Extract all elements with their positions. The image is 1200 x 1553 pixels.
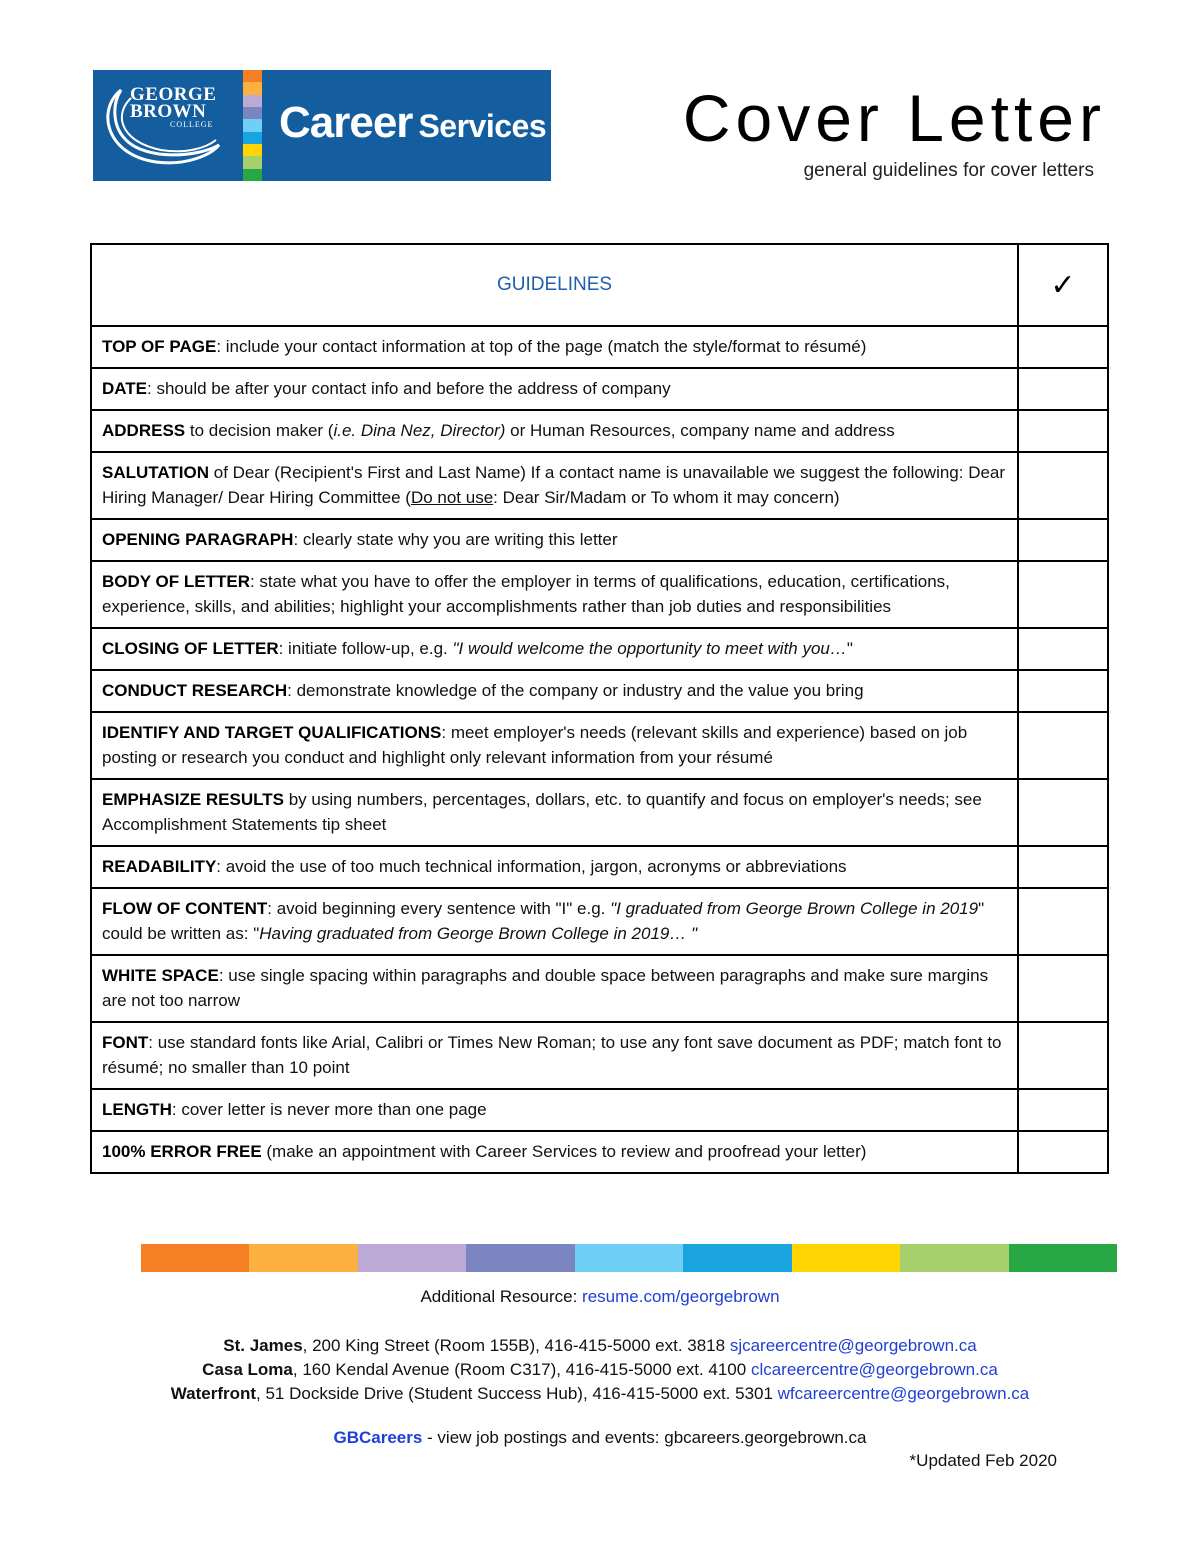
guideline-text: [91, 846, 1018, 888]
guideline-italic: "I graduated from George Brown College in 2019: [610, 899, 979, 918]
logo-color-stripe: [243, 70, 262, 181]
guideline-label: IDENTIFY AND TARGET QUALIFICATIONS: [102, 723, 442, 742]
services-word: Services: [418, 108, 547, 144]
guideline-body: by using numbers, percentages, dollars, etc. to quantify and focus on employer's needs; see Accomplishment Statements tip sheet: [102, 790, 982, 834]
college-wordmark: [130, 86, 216, 130]
guideline-text: [91, 1089, 1018, 1131]
checkbox-cell[interactable]: [1018, 1131, 1108, 1173]
checkbox-cell[interactable]: [1018, 628, 1108, 670]
wordmark-line-2: BROWN: [130, 101, 207, 122]
table-row: [91, 1089, 1108, 1131]
table-row: [91, 326, 1108, 368]
guideline-body: : use standard fonts like Arial, Calibri or Times New Roman; to use any font save document as PDF; match font to résumé; no smaller than 10 point: [102, 1033, 1002, 1077]
table-row: [91, 561, 1108, 628]
checkbox-cell[interactable]: [1018, 519, 1108, 561]
campus-email-link[interactable]: sjcareercentre@georgebrown.ca: [729, 1336, 977, 1355]
guideline-body-2: : Dear Sir/Madam or To whom it may concern): [493, 488, 840, 507]
additional-resource: [0, 1287, 1200, 1307]
guideline-label: CONDUCT RESEARCH: [102, 681, 288, 700]
table-header-row: [91, 244, 1108, 326]
guideline-body-2: or Human Resources, company name and address: [505, 421, 895, 440]
color-bar-segment: [466, 1244, 574, 1272]
logo-stripe-segment: [243, 156, 262, 168]
color-bar-segment: [141, 1244, 249, 1272]
guideline-label: WHITE SPACE: [102, 966, 219, 985]
guideline-text: [91, 670, 1018, 712]
campus-details: , 200 King Street (Room 155B), 416-415-5000 ext. 3818: [302, 1336, 730, 1355]
career-services-wordmark: [279, 98, 546, 148]
checkbox-cell[interactable]: [1018, 670, 1108, 712]
logo-stripe-segment: [243, 70, 262, 82]
guideline-body: : clearly state why you are writing this letter: [293, 530, 618, 549]
table-row: [91, 519, 1108, 561]
page-title: Cover Letter: [682, 81, 1106, 155]
guideline-label: FONT: [102, 1033, 149, 1052]
guideline-body-2: ": [846, 639, 853, 658]
campus-email-link[interactable]: clcareercentre@georgebrown.ca: [750, 1360, 998, 1379]
campus-name: Waterfront: [170, 1384, 257, 1403]
table-row: [91, 888, 1108, 955]
guideline-body: : should be after your contact info and before the address of company: [147, 379, 671, 398]
guideline-body: : state what you have to offer the employer in terms of qualifications, education, certifications, experience, skills, and abilities; highlight your accomplishments rather than job duties and responsibilities: [102, 572, 950, 616]
checkbox-cell[interactable]: [1018, 326, 1108, 368]
career-word: Career: [279, 98, 413, 147]
logo-stripe-segment: [243, 95, 262, 107]
checkbox-cell[interactable]: [1018, 1089, 1108, 1131]
guideline-body: : avoid beginning every sentence with "I" e.g.: [267, 899, 611, 918]
guideline-label: LENGTH: [102, 1100, 172, 1119]
guideline-label: READABILITY: [102, 857, 217, 876]
guideline-body: : include your contact information at top of the page (match the style/format to résumé): [216, 337, 867, 356]
table-row: [91, 955, 1108, 1022]
color-bar-segment: [575, 1244, 683, 1272]
guideline-body: : avoid the use of too much technical information, jargon, acronyms or abbreviations: [216, 857, 847, 876]
guideline-italic: i.e. Dina Nez, Director): [333, 421, 506, 440]
logo-stripe-segment: [243, 119, 262, 131]
wordmark-line-1: GEORGE: [130, 84, 217, 105]
logo-stripe-segment: [243, 132, 262, 144]
guideline-body: to decision maker (: [185, 421, 334, 440]
campus-line: [0, 1334, 1200, 1358]
color-bar-segment: [249, 1244, 357, 1272]
resource-link[interactable]: resume.com/georgebrown: [582, 1287, 780, 1306]
campus-list: [0, 1334, 1200, 1406]
table-row: [91, 1022, 1108, 1089]
guideline-label: SALUTATION: [102, 463, 210, 482]
logo-stripe-segment: [243, 169, 262, 181]
checkbox-cell[interactable]: [1018, 410, 1108, 452]
guideline-text: [91, 1022, 1018, 1089]
guideline-label: BODY OF LETTER: [102, 572, 250, 591]
footer-color-bar: [141, 1244, 1117, 1272]
guideline-text: [91, 779, 1018, 846]
guideline-text: [91, 888, 1018, 955]
checkbox-cell[interactable]: [1018, 368, 1108, 410]
table-row: [91, 779, 1108, 846]
color-bar-segment: [900, 1244, 1008, 1272]
guideline-text: [91, 561, 1018, 628]
campus-line: [0, 1358, 1200, 1382]
guideline-text: [91, 519, 1018, 561]
table-row: [91, 846, 1108, 888]
guideline-italic-2: Having graduated from George Brown College in 2019… ": [259, 924, 698, 943]
checkbox-cell[interactable]: [1018, 888, 1108, 955]
checkbox-cell[interactable]: [1018, 561, 1108, 628]
table-row: [91, 410, 1108, 452]
table-row: [91, 452, 1108, 519]
guideline-body: : demonstrate knowledge of the company or industry and the value you bring: [287, 681, 864, 700]
guideline-label: FLOW OF CONTENT: [102, 899, 268, 918]
campus-details: , 160 Kendal Avenue (Room C317), 416-415-5000 ext. 4100: [292, 1360, 751, 1379]
guideline-text: [91, 452, 1018, 519]
color-bar-segment: [792, 1244, 900, 1272]
table-row: [91, 1131, 1108, 1173]
table-row: [91, 368, 1108, 410]
checkbox-cell[interactable]: [1018, 779, 1108, 846]
color-bar-segment: [358, 1244, 466, 1272]
guideline-body: : initiate follow-up, e.g.: [278, 639, 453, 658]
guideline-italic: "I would welcome the opportunity to meet with you…: [452, 639, 847, 658]
guidelines-heading: GUIDELINES: [91, 244, 1018, 326]
checkbox-cell[interactable]: [1018, 452, 1108, 519]
logo-stripe-segment: [243, 144, 262, 156]
guideline-text: [91, 410, 1018, 452]
gbcareers-text: - view job postings and events: gbcareers.georgebrown.ca: [422, 1428, 867, 1447]
guidelines-table: [90, 243, 1109, 1174]
table-row: [91, 670, 1108, 712]
gbcareers-link[interactable]: GBCareers: [333, 1428, 423, 1447]
guideline-label: CLOSING OF LETTER: [102, 639, 279, 658]
campus-name: St. James: [223, 1336, 303, 1355]
guideline-body: : cover letter is never more than one page: [171, 1100, 487, 1119]
guideline-label: OPENING PARAGRAPH: [102, 530, 294, 549]
resource-label: Additional Resource:: [420, 1287, 583, 1306]
campus-details: , 51 Dockside Drive (Student Success Hub), 416-415-5000 ext. 5301: [256, 1384, 778, 1403]
logo-stripe-segment: [243, 107, 262, 119]
guideline-body: : meet employer's needs (relevant skills and experience) based on job posting or research you conduct and highlight only relevant information from your résumé: [102, 723, 968, 767]
checkbox-cell[interactable]: [1018, 1022, 1108, 1089]
campus-name: Casa Loma: [202, 1360, 293, 1379]
checkbox-cell[interactable]: [1018, 846, 1108, 888]
table-row: [91, 712, 1108, 779]
updated-date: *Updated Feb 2020: [909, 1451, 1057, 1470]
campus-line: [0, 1382, 1200, 1406]
guideline-label: DATE: [102, 379, 148, 398]
logo-stripe-segment: [243, 82, 262, 94]
campus-email-link[interactable]: wfcareercentre@georgebrown.ca: [777, 1384, 1030, 1403]
guideline-text: [91, 955, 1018, 1022]
guideline-underlined: Do not use: [410, 488, 494, 507]
color-bar-segment: [1009, 1244, 1117, 1272]
guideline-text: [91, 628, 1018, 670]
color-bar-segment: [683, 1244, 791, 1272]
checkmark-icon: ✓: [1018, 244, 1108, 326]
gbcareers-line: [0, 1428, 1200, 1448]
career-services-logo: [93, 70, 551, 181]
guideline-text: [91, 712, 1018, 779]
guideline-text: [91, 326, 1018, 368]
guideline-label: EMPHASIZE RESULTS: [102, 790, 284, 809]
wordmark-line-3: COLLEGE: [170, 120, 214, 129]
guideline-body-2: " could be written as: ": [102, 899, 985, 943]
guideline-body: (make an appointment with Career Services to review and proofread your letter): [261, 1142, 867, 1161]
guideline-label: 100% ERROR FREE: [102, 1142, 262, 1161]
guideline-text: [91, 1131, 1018, 1173]
table-row: [91, 628, 1108, 670]
guideline-label: ADDRESS: [102, 421, 186, 440]
guideline-body: : use single spacing within paragraphs and double space between paragraphs and make sure margins are not too narrow: [102, 966, 989, 1010]
checkbox-cell[interactable]: [1018, 955, 1108, 1022]
guideline-label: TOP OF PAGE: [102, 337, 217, 356]
page-subtitle: general guidelines for cover letters: [803, 160, 1094, 181]
guideline-body: of Dear (Recipient's First and Last Name) If a contact name is unavailable we suggest the following: Dear Hiring Manager/ Dear Hiring Committee (: [102, 463, 1006, 507]
checkbox-cell[interactable]: [1018, 712, 1108, 779]
guideline-text: [91, 368, 1018, 410]
